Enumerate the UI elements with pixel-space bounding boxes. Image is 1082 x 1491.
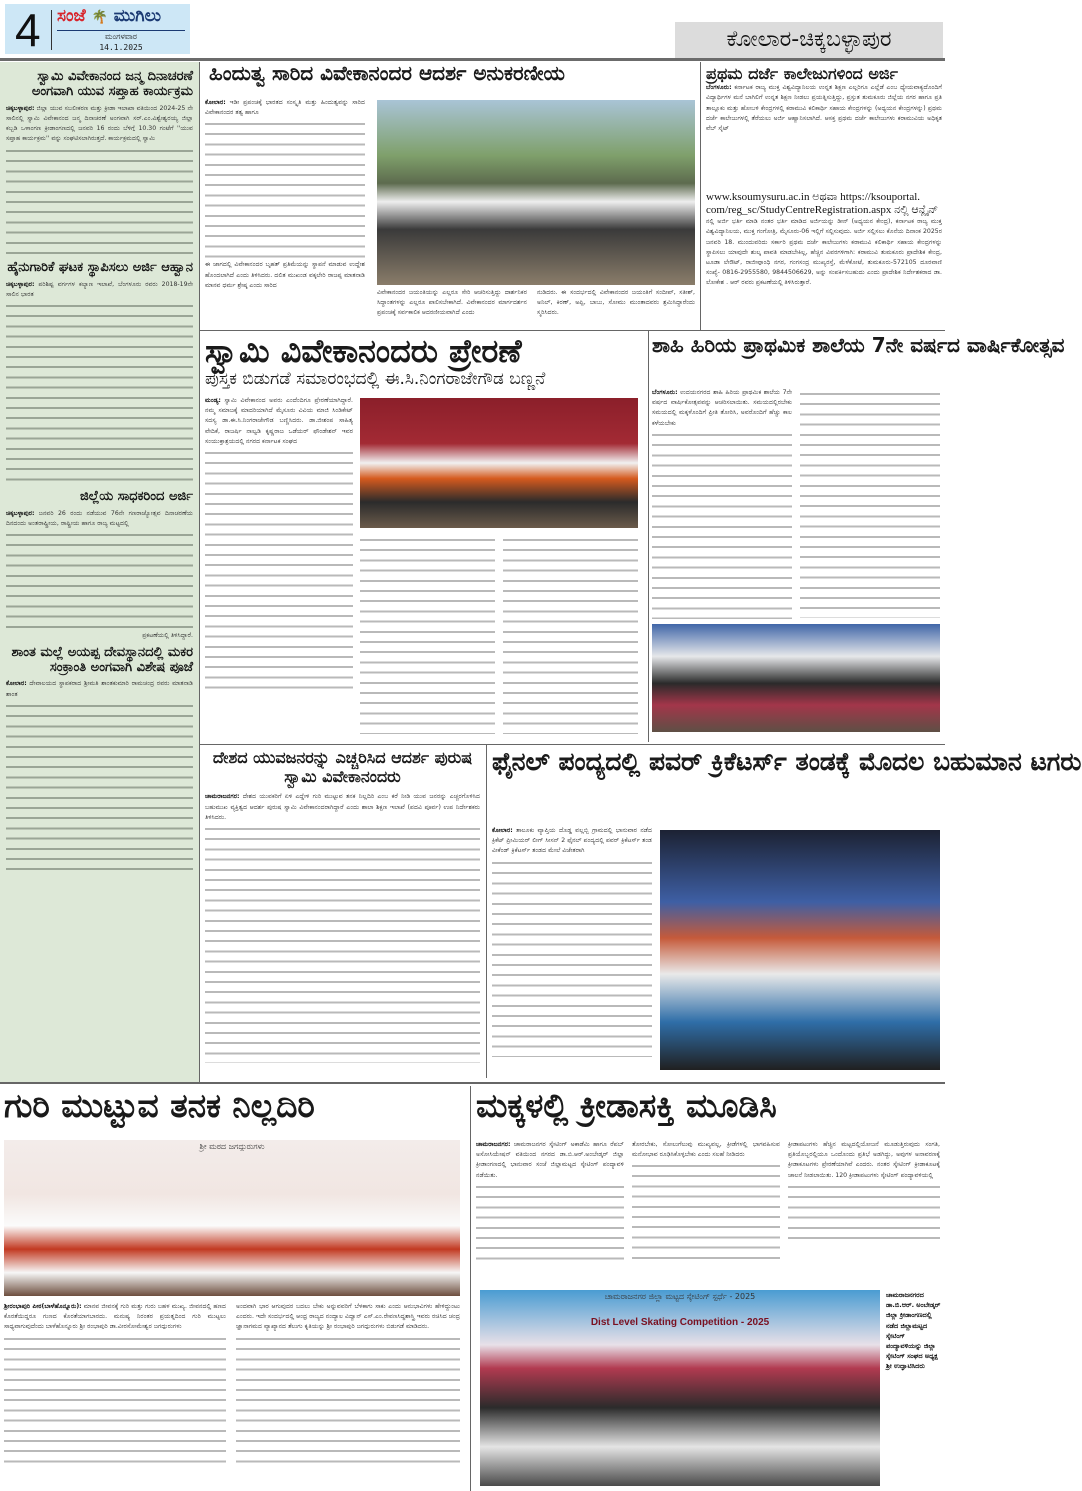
masthead-divider [51,10,52,50]
page-number: 4 [15,4,41,56]
article-body [205,98,365,118]
article-column [537,288,695,330]
article-text: ತಾಲೂಕು ವ್ಯಾಪ್ತಿಯ ದೊಡ್ಡ ವಲ್ಲಬ್ಬಿ ಗ್ರಾಮದಲ್ಲಿ ಭಾನುವಾರ ನಡೆದ ಕ್ರಿಕೆಟ್ ಪ್ರೀಮಿಯರ್ ಲೀಗ್ ಸೀಸನ್ 2 ಫೈನಲ್ ಪಂದ್ಯದಲ್ಲಿ ಪವರ್ ಕ್ರಿಕೆಟರ್ಸ್ ತಂಡ ವೀಕೆಂಡ್ ಕ್ರಿಕೆಟರ್ಸ್ ತಂಡದ ಮೇಲೆ ವಿಜೇತರಾಗಿ [492,827,652,855]
photo-vivekananda-tribute [377,100,695,285]
column-divider [199,62,200,1082]
article-text: ಪರಿಶಿಷ್ಟ ವರ್ಗಗಳ ಕಲ್ಯಾಣ ಇಲಾಖೆ, ಬೆಂಗಳೂರು ರವರು 2018-19ನೇ ಸಾಲಿನ ಭಾರತ [6,280,193,298]
article-text: ದೇವಾಲಯದ ಸ್ಥಾಪಕರಾದ ಶ್ರೀಮತಿ ಶಾಂತಕುಮಾರಿ ರಾಮಚಂದ್ರ ರವರು ಮಾತನಾಡಿ ಶಾಂತ [6,680,193,698]
article-headline: ಮಕ್ಕಳಲ್ಲಿ ಕ್ರೀಡಾಸಕ್ತಿ ಮೂಡಿಸಿ [476,1086,777,1125]
paper-name [57,6,161,26]
dateline: ಶ್ರೀರಂಭಾಪುರಿ ಪೀಠ(ಬಾಳೆಹೊನ್ನೂರು): [4,1303,82,1310]
article-body [492,826,652,857]
paper-name-part2: ಮುಗಿಲು [113,6,161,26]
article-column [476,1140,624,1280]
dateline: ಕೋಲಾರ: [205,99,226,106]
article-cricket [492,747,1082,1078]
body-text-lines [652,429,792,619]
column-divider [470,1086,471,1491]
sidebar-article-headline: ಜಿಲ್ಲೆಯ ಸಾಧಕರಿಂದ ಅರ್ಜಿ [80,489,193,505]
body-text-lines [492,857,652,1057]
body-text-lines [4,1333,226,1463]
issue-day: ಮಂಗಳವಾರ [104,32,137,41]
sidebar-article-closing: ಪ್ರಕಟಣೆಯಲ್ಲಿ ತಿಳಿಸಿದ್ದಾರೆ. [142,632,193,640]
article-column [236,1302,460,1488]
dateline: ಚಿಕ್ಕಬಳ್ಳಾಪುರ: [6,104,35,112]
sidebar-article-headline: ಸ್ವಾಮಿ ವಿವೇಕಾನಂದ ಜನ್ಮ ದಿನಾಚರಣೆ ಅಂಗವಾಗಿ ಯುವ ಸಪ್ತಾಹ ಕಾರ್ಯಕ್ರಮ [31,69,193,99]
article-headline: ಪ್ರಥಮ ದರ್ಜೆ ಕಾಲೇಜುಗಳಿಂದ ಅರ್ಜಿ [706,64,898,83]
article-headline: ದೇಶದ ಯುವಜನರನ್ನು ಎಚ್ಚರಿಸಿದ ಆದರ್ಶ ಪುರುಷ ಸ್ವಾಮಿ ವಿವೇಕಾನಂದರು [212,748,473,787]
article-body [205,396,353,447]
body-text-lines [6,700,193,870]
article-column [652,388,792,618]
photo-caption: ಚಾಮರಾಜನಗರದ ಡಾ.ಬಿ.ಆರ್. ಅಂಬೇಡ್ಕರ್ ಜಿಲ್ಲಾ ಕ್ರೀಡಾಂಗಣದಲ್ಲಿ ನಡೆದ ಜಿಲ್ಲಾಮಟ್ಟದ ಸ್ಕೇಟಿಂಗ್ ಪಂದ್ಯಾವಳಿಯನ್ನು ಜಿಲ್ಲಾ ಸ್ಕೇಟಿಂಗ್ ಸಂಘದ ಅಧ್ಯಕ್ಷ ಶ್ರೀ ಉದ್ಘಾಟಿಸಿದರು [886,1291,941,1371]
masthead-underline [57,30,185,31]
article-headline: ಸ್ವಾಮಿ ವಿವೇಕಾನಂದರು ಪ್ರೇರಣೆ [205,332,522,370]
dateline: ಚಿಕ್ಕಬಳ್ಳಾಪುರ: [6,509,35,517]
body-text-lines [788,1181,940,1241]
sidebar-article-body [6,679,193,699]
article-skating [476,1088,942,1488]
article-shahi-school [652,333,1065,742]
photo-banner-english: Dist Level Skating Competition - 2025 [590,1317,770,1329]
article-text: ಅಂದವಾಗಿ ಭಾರ ಆಗುವುದರ ಬದಲು ಬೇಕು ಅನ್ನುವವರಿಗೆ ಬೆಳಕಾಗು ಸಾಕು ಎಂದು ಆನುಭಾವಿಗಳು ಹೇಳಿದ್ದುಂಟು ಎಂದರು. ಇದೇ ಸಂದರ್ಭದಲ್ಲಿ ಆಂಧ್ರ ರಾಜ್ಯದ ನಂದ್ಯಾಲ ವಿದ್ವಾನ್ ಎಸ್.ಎಂ.ರೇವಣಸಿದ್ಧಶಾಸ್ತ್ರಿ ಇವರು ರಚಿಸಿದ ಚಂದ್ರ ಜ್ಞಾನಾಗಮದ ವ್ಯಾಖ್ಯಾನದ ತೆಲುಗು ಕೃತಿಯನ್ನು ಶ್ರೀ ರಂಭಾಪುರಿ ಜಗದ್ಗುರುಗಳು ಬಿಡುಗಡೆ ಮಾಡಿದರು. [236,1303,460,1331]
sidebar-article-headline: ಶಾಂತ ಮಲ್ಲೆ ಅಯಪ್ಪ ದೇವಸ್ಥಾನದಲ್ಲಿ ಮಕರ ಸಂಕ್ರಾಂತಿ ಅಂಗವಾಗಿ ವಿಶೇಷ ಪೂಜೆ [11,644,193,675]
article-text: ಚಾಮರಾಜನಗರ ಸ್ಕೇಟಿಂಗ್ ಅಕಾಡೆಮಿ ಹಾಗೂ ರೆಪಬ್ ಅಸೋಸಿಯೇಷನ್ ವತಿಯಿಂದ ನಗರದ ಡಾ.ಬಿ.ಆರ್.ಅಂಬೇಡ್ಕರ್ ಜಿಲ್ಲಾ ಕ್ರೀಡಾಂಗಣದಲ್ಲಿ ಭಾನುವಾರ ಸಂಜೆ ಜಿಲ್ಲಾಮಟ್ಟದ ಸ್ಕೇಟಿಂಗ್ ಪಂದ್ಯಾವಳಿ ನಡೆಯಿತು. [476,1141,625,1179]
article-headline: ಹಿಂದುತ್ವ ಸಾರಿದ ವಿವೇಕಾನಂದರ ಆದರ್ಶ ಅನುಕರಣೀಯ [209,61,565,85]
website-url[interactable]: www.ksoumysuru.ac.in ಅಥವಾ https://ksouportal. [706,191,921,204]
article-text: ಮಾನವ ಜೀವನಕ್ಕೆ ಗುರಿ ಮತ್ತು ಗುರು ಬಹಳ ಮುಖ್ಯ. ಜೀವನದಲ್ಲಿ ಹಣದ ಕೊರತೆಯಿದ್ದರೂ ಗುಣದ ಕೊರತೆಯಾಗಬಾರದು. ಮನುಷ್ಯ ನಿರಂತರ ಪ್ರಯತ್ನದಿಂದ ಗುರಿ ಮುಟ್ಟಲು ಸಾಧ್ಯವಾಗುವುದೆಂದು ಬಾಳೆಹೊನ್ನೂರು ಶ್ರೀ ರಂಭಾಪುರಿ ಡಾ.ವೀರಸೋಮೇಶ್ವರ ಜಗದ್ಗುರುಗಳು [4,1303,226,1331]
photo-banner-kannada: ಚಾಮರಾಜನಗರ ಜಿಲ್ಲಾ ಮಟ್ಟದ ಸ್ಕೇಟಿಂಗ್ ಸ್ಪರ್ಧೆ - 2025 [604,1291,756,1301]
dateline: ಚಾಮರಾಜನಗರ: [476,1141,511,1148]
body-text-lines [205,447,353,697]
district-banner: ಕೋಲಾರ-ಚಿಕ್ಕಬಳ್ಳಾಪುರ [675,22,943,58]
article-body [4,1302,226,1333]
body-text-lines [800,388,940,618]
column-divider [648,330,649,742]
photo-school-anniversary [652,624,940,732]
article-headline: ಫೈನಲ್ ಪಂದ್ಯದಲ್ಲಿ ಪವರ್ ಕ್ರಿಕೆಟರ್ಸ್ ತಂಡಕ್ಕೆ ಮೊದಲ ಬಹುಮಾನ ಟಗರು [492,747,1082,776]
sidebar-column [0,62,199,1082]
article-body [205,792,480,823]
article-hindutva [205,62,695,330]
section-divider [200,330,945,331]
column-divider [700,62,701,330]
body-text-lines [6,529,193,631]
article-swami-inspiration [205,334,645,742]
body-text-lines [6,300,193,486]
dateline: ಬೆಂಗಳೂರು: [652,389,678,396]
article-text: ಜಿಲ್ಲಾ ಯುವ ಸಬಲೀಕರಣ ಮತ್ತು ಕ್ರೀಡಾ ಇಲಾಖಾ ವತಿಯಿಂದ 2024-25 ನೇ ಸಾಲಿನಲ್ಲಿ ಸ್ವಾಮಿ ವಿವೇಕಾನಂದ ಜನ್ಮ ದಿನಾಚರಣೆ ಅಂಗವಾಗಿ ಸರ್.ಎಂ.ವಿಶ್ವೇಶ್ವರಯ್ಯ ಜಿಲ್ಲಾ ಕಬ್ಬಡಿ ಒಳಾಂಗಣ ಕ್ರೀಡಾಂಗಣದಲ್ಲಿ ಜನವರಿ 16 ರಂದು ಬೆಳಿಗ್ಗೆ 10.30 ಗಂಟೆಗೆ ''ಯುವ ಸಪ್ತಾಹ ಕಾರ್ಯಕ್ರಮ'' ವನ್ನು ಸಂಘಟಿಸಲಾಗಿರುತ್ತದೆ. ಕಾರ್ಯಕ್ರಮದಲ್ಲಿ ಸ್ವಾಮಿ [6,104,193,143]
article-youth-ideal [205,748,480,1078]
registration-url[interactable]: com/reg_sc/StudyCentreRegistration.aspx ನಲ್ಲಿ ಆನ್ಲೈನ್ [706,204,939,217]
article-text: ಈ ಜಾಗದಲ್ಲಿ ವಿವೇಕಾನಂದರ ಬೃಹತ್ ಪ್ರತಿಮೆಯನ್ನು ಸ್ಥಾಪನೆ ಮಾಡುವ ಉದ್ದೇಶ ಹೊಂದಲಾಗಿದೆ ಎಂದು ತಿಳಿಸಿದರು. ದಲಿತ ಮುಖಂಡ ವಕ್ಕಲೇರಿ ರಾಜಪ್ಪ ಮಾತನಾಡಿ ಮಾನವ ಧರ್ಮ ಶ್ರೇಷ್ಠ ಎಂದು ಸಾರಿದ [205,261,365,289]
body-text-lines [476,1181,624,1261]
article-text: ಸ್ವಾಮಿ ವಿವೇಕಾನಂದ ಅವರು ಎಂದೆಂದಿಗೂ ಪ್ರೇರಣೆಯಾಗಿದ್ದಾರೆ. ನಮ್ಮ ಸಮಾಜಕ್ಕೆ ಮಾದರಿಯಾಗಿದೆ ಮೈಸೂರು ವಿವಿಯ ಮಾಜಿ ಸಿಂಡಿಕೇಟ್ ಸದಸ್ಯ ಡಾ.ಈ.ಸಿ.ನಿಂಗರಾಜೇಗೌಡ ಬಣ್ಣಿಸಿದರು. ಡಾ.ಜೀಶಂಪ ಸಾಹಿತ್ಯ ವೇದಿಕೆ, ರಾಜರ್ಷಿ ನಾಲ್ವಡಿ ಕೃಷ್ಣರಾಜ ಒಡೆಯರ್ ಫೌಂಡೇಶನ್ ಇವರ ಸಂಯುಕ್ತಾಶ್ರಯದಲ್ಲಿ ನಗರದ ಕರ್ನಾಟಕ ಸಂಘದ [205,397,353,445]
sidebar-article-body [6,280,193,300]
article-column [4,1302,226,1488]
article-text: ತೋರಬೇಕು, ಸೋಲುಗೆಲುವು ಮುಖ್ಯವಲ್ಲ, ಕ್ರೀಡೆಗಳಲ್ಲಿ ಭಾಗವಹಿಸುವ ಮನೋಭಾವ ರೂಢಿಸಿಕೊಳ್ಳಬೇಕು ಎಂದು ಸಲಹೆ ನೀಡಿದರು [632,1141,780,1159]
dateline: ಬೆಂಗಳೂರು: [706,84,732,92]
article-text: ದೇಶದ ಯುವಕರಿಗೆ ಏಳಿ ಎದ್ದೇಳಿ ಗುರಿ ಮುಟ್ಟುವ ತನಕ ನಿಲ್ಲದಿರಿ ಎಂಬ ಕರೆ ನೀಡಿ ಯುವ ಜನರನ್ನು ಎಚ್ಚರಗೊಳಿಸಿದ ಬಹುಮುಖ ವ್ಯಕ್ತಿತ್ವದ ಆದರ್ಶ ಪುರುಷ ಸ್ವಾಮಿ ವಿವೇಕಾನಂದರಾಗಿದ್ದಾರೆ ಎಂದು ಶಾಲಾ ಶಿಕ್ಷಣ ಇಲಾಖೆ (ಪದವಿ ಪೂರ್ವ) ಉಪ ನಿರ್ದೇಶಕರು ತಿಳಿಸಿದರು. [205,793,481,821]
body-text-lines [205,118,365,260]
photo-caption-column [886,1290,942,1486]
photo-skating-competition [480,1290,880,1486]
article-column [492,826,652,1078]
masthead-logo-box [5,4,190,54]
article-text: ಕ್ರೀಡಾಪಟುಗಳು ಹೆಚ್ಚಿನ ಮಟ್ಟದಲ್ಲಿಯೋಜನೆ ಮೂಡುತ್ತಿರುವುದು ಸಂಗತಿ, ಪ್ರತಿಯೊಬ್ಬರಲ್ಲಿಯೂ ಒಂದೊಂದು ಪ್ರತಿಭೆ ಅಡಗಿದ್ದು, ಅವುಗಳ ಅನಾವರಣಕ್ಕೆ ಕ್ರೀಡಾಕೂಟಗಳು ಪ್ರೇರಣೆಯಾಗಿವೆ ಎಂದರು. ನಂತರ ಸ್ಕೇಟಿಂಗ್ ಕ್ರೀಡಾಕೂಟಕ್ಕೆ ಚಾಲನೆ ನೀಡಲಾಯಿತು. 120 ಕ್ರೀಡಾಪಟುಗಳು ಸ್ಕೇಟಿಂಗ್ ಪಂದ್ಯಾವಳಿಯಲ್ಲಿ [788,1141,940,1179]
article-text: ನಲ್ಲಿ ಅರ್ಜಿ ಭರ್ತಿ ಮಾಡಿ ನಂತರ ಭರ್ತಿ ಮಾಡಿದ ಅರ್ಜಿಯನ್ನು ಡೀನ್ (ಅಧ್ಯಯನ ಕೇಂದ್ರ), ಕರ್ನಾಟಕ ರಾಜ್ಯ ಮುಕ್ತ ವಿಶ್ವವಿದ್ಯಾನಿಲಯ, ಮುಕ್ತ ಗಂಗೋತ್ರಿ, ಮೈಸೂರು-06 ಇಲ್ಲಿಗೆ ಸಲ್ಲಿಸುವುದು. ಅರ್ಜಿ ಸಲ್ಲಿಸಲು ಕೊನೆಯ ದಿನಾಂಕ 2025ರ ಜನವರಿ 18. ಮುಂದುವರಿದು ಸರ್ಕಾರಿ ಪ್ರಥಮ ದರ್ಜೆ ಕಾಲೇಜುಗಳು ಕರಾಮುವಿ ಕಲಿಕಾರ್ಥಿ ಸಹಾಯ ಕೇಂದ್ರಗಳನ್ನು ಸ್ಥಾಪಿಸಲು ಯಾವುದೇ ಶುಲ್ಕ ಪಾವತಿ ಮಾಡಬೇಕಿಲ್ಲ, ಹೆಚ್ಚಿನ ವಿವರಗಳಿಗಾಗಿ: ಕರಾಮುವಿ ತುಮಕೂರು ಪ್ರಾದೇಶಿಕ ಕೇಂದ್ರ, ಟೂಡಾ ಲೇಔಟ್, ರಾಜೀವ್ಗಾಂಧಿ ನಗರ, ಗಂಗಸಂದ್ರ ಮುಖ್ಯರಸ್ತೆ, ಮೆಳೆಕೋಟೆ, ತುಮಕೂರು-572105 ದೂರವಾಣಿ ಸಂಖ್ಯೆ- 0816-2955580, 9844506629, ಅನ್ನು ಸಂಪರ್ಕಿಸಬಹುದು ಎಂದು ಪ್ರಾದೇಶಿಕ ನಿರ್ದೇಶಕರಾದ ಡಾ. ಲೋಕೇಶ . ಆರ್ ರವರು ಪ್ರಕಟಣೆಯಲ್ಲಿ ತಿಳಿಸಿರುತ್ತಾರೆ. [706,218,942,287]
photo-banner-text: ಶ್ರೀ ಮಠದ ಜಗದ್ಗುರುಗಳು [199,1141,265,1151]
dateline: ಚಿಕ್ಕಬಳ್ಳಾಪುರ: [6,280,35,288]
body-text-lines [632,1160,780,1260]
body-text-lines [236,1333,460,1463]
sidebar-article-body [6,104,193,145]
article-body [706,83,942,191]
article-degree-college [706,64,942,328]
body-text-lines [205,823,480,1063]
article-headline: ಶಾಹಿ ಹಿರಿಯ ಪ್ರಾಥಮಿಕ ಶಾಲೆಯ 7ನೇ ವರ್ಷದ ವಾರ್ಷಿಕೋತ್ಸವ [652,333,1065,357]
article-body [476,1140,624,1181]
article-column [205,98,365,330]
masthead [0,0,945,60]
article-body [652,388,792,429]
article-column [788,1140,940,1280]
article-text: ನುಡಿದರು. ಈ ಸಂದರ್ಭದಲ್ಲಿ ವಿವೇಕಾನಂದರ ಜಯಂತಿಗೆ ಸಂದೀಪ್, ಸತೀಶ್, ಅನಿಲ್, ಕಿರಣ್, ಅಪ್ಪಿ, ಬಾಬು, ಸೋಮು ಮುಂತಾದವರು ಶ್ರಮಿಸಿದ್ದಾರೆಂದು ಸ್ಮರಿಸಿದರು. [537,289,695,317]
column-divider [486,744,487,1078]
article-column [377,288,527,330]
body-text-lines [360,534,495,734]
section-divider [200,744,945,745]
sidebar-article-headline: ಹೈನುಗಾರಿಕೆ ಘಟಕ ಸ್ಥಾಪಿಸಲು ಅರ್ಜಿ ಆಹ್ವಾನ [7,259,193,275]
body-text-lines [503,534,638,734]
photo-ashram-gathering [4,1140,460,1296]
article-guru [4,1088,464,1488]
issue-date: 14.1.2025 [99,43,143,52]
article-subheadline: ಪುಸ್ತಕ ಬಿಡುಗಡೆ ಸಮಾರಂಭದಲ್ಲಿ ಈ.ಸಿ.ನಿಂಗರಾಜೇಗೌಡ ಬಣ್ಣನೆ [205,369,546,390]
article-text: ಇಡೀ ಪ್ರಪಂಚಕ್ಕೆ ಭಾರತದ ಸಂಸ್ಕೃತಿ ಮತ್ತು ಹಿಂದುತ್ವವನ್ನು ಸಾರಿದ ವಿವೇಕಾನಂದರ ತತ್ವ ಹಾಗೂ [205,99,365,117]
palm-sun-icon: 🌴 [91,10,108,25]
article-text: ಜನವರಿ 26 ರಂದು ನಡೆಯುವ 76ನೇ ಗಣರಾಜ್ಯೋತ್ಸವ ದಿನಾಚರಣೆಯ ದಿನದಂದು ಅಂತರಾಷ್ಟ್ರೀಯ, ರಾಷ್ಟ್ರೀಯ ಹಾಗೂ ರಾಜ್ಯ ಮಟ್ಟದಲ್ಲಿ [6,509,193,528]
photo-book-release [360,398,638,528]
article-text: ವಿವೇಕಾನಂದರ ಜಯಂತಿಯನ್ನು ಎಲ್ಲರೂ ಸೇರಿ ಆಚರಿಸುತ್ತಿದ್ದು ದಾರ್ಶನಿಕರ ಸಿದ್ಧಾಂತಗಳನ್ನು ಎಲ್ಲರೂ ಪಾಲಿಸಬೇಕಾಗಿದೆ. ವಿವೇಕಾನಂದರ ಮಾರ್ಗದರ್ಶನ ಪ್ರಪಂಚಕ್ಕೆ ಸರ್ವಕಾಲಿಕ ಆದರಣೀಯವಾಗಿದೆ ಎಂದು [377,289,527,317]
article-headline: ಗುರಿ ಮುಟ್ಟುವ ತನಕ ನಿಲ್ಲದಿರಿ [4,1086,315,1125]
article-text: ಉದಯನಗರದ ಶಾಹಿ ಹಿರಿಯ ಪ್ರಾಥಮಿಕ ಶಾಲೆಯ 7ನೇ ವರ್ಷದ ವಾರ್ಷಿಕೋತ್ಸವವನ್ನು ಆಚರಿಸಲಾಯಿತು. ಸಮಯದಲ್ಲಿರಬೇಕು ಸಮಯದಲ್ಲಿ ಮಕ್ಕಳೊಂದಿಗೆ ಪ್ರೀತಿ ತೋರಿಸಿ, ಅವರೊಂದಿಗೆ ಹೆಚ್ಚು ಕಾಲ ಕಳೆಯಬೇಕು [652,389,792,427]
photo-cricket-winners [660,830,940,1070]
article-column [205,396,353,742]
article-column [632,1140,780,1280]
section-divider [0,1082,945,1084]
body-text-lines [6,145,193,257]
dateline: ಚಾಮರಾಜನಗರ: [205,793,240,801]
dateline: ಮಂಡ್ಯ: [205,397,221,404]
dateline: ಕೋಲಾರ: [6,680,27,688]
paper-name-part1: ಸಂಜೆ [57,6,86,26]
sidebar-article-body [6,509,193,529]
article-text: ಕರ್ನಾಟಕ ರಾಜ್ಯ ಮುಕ್ತ ವಿಶ್ವವಿದ್ಯಾನಿಲಯ ಉನ್ನತ ಶಿಕ್ಷಣ ಎಲ್ಲರಿಗೂ ಎಲ್ಲೆಡೆ ಎಂಬ ಧ್ಯೇಯವಾಕ್ಯದೊಂದಿಗೆ ವಿದ್ಯಾರ್ಥಿಗಳ ಮನೆ ಬಾಗಿಲಿಗೆ ಉನ್ನತ ಶಿಕ್ಷಣ ನೀಡಲು ಪ್ರಯತ್ನಿಸುತ್ತಿದ್ದು, ಪ್ರಸ್ತುತ ತುಮಕೂರು ಜಿಲ್ಲೆಯ ನಗರ ಹಾಗೂ ಪ್ರತಿ ತಾಲ್ಲೂಕು ಮತ್ತು ಹೋಬಳಿ ಕೇಂದ್ರಗಳಲ್ಲಿ ಕರಾಮುವಿ ಕಲಿಕಾರ್ಥಿ ಸಹಾಯ ಕೇಂದ್ರಗಳನ್ನು (ಅಧ್ಯಯನ ಕೇಂದ್ರಗಳನ್ನು) ಪ್ರಥಮ ದರ್ಜೆ ಕಾಲೇಜುಗಳಲ್ಲಿ ತೆರೆಯಲು ಅರ್ಜಿ ಆಹ್ವಾನಿಸಲಾಗಿದೆ. ಆಸಕ್ತ ಪ್ರಥಮ ದರ್ಜೆ ಕಾಲೇಜುಗಳು ಕರಾಮುವಿಯ ಅಧಿಕೃತ ವೆಬ್ ಸೈಟ್ [706,84,942,132]
dateline: ಕೋಲಾರ: [492,827,513,834]
